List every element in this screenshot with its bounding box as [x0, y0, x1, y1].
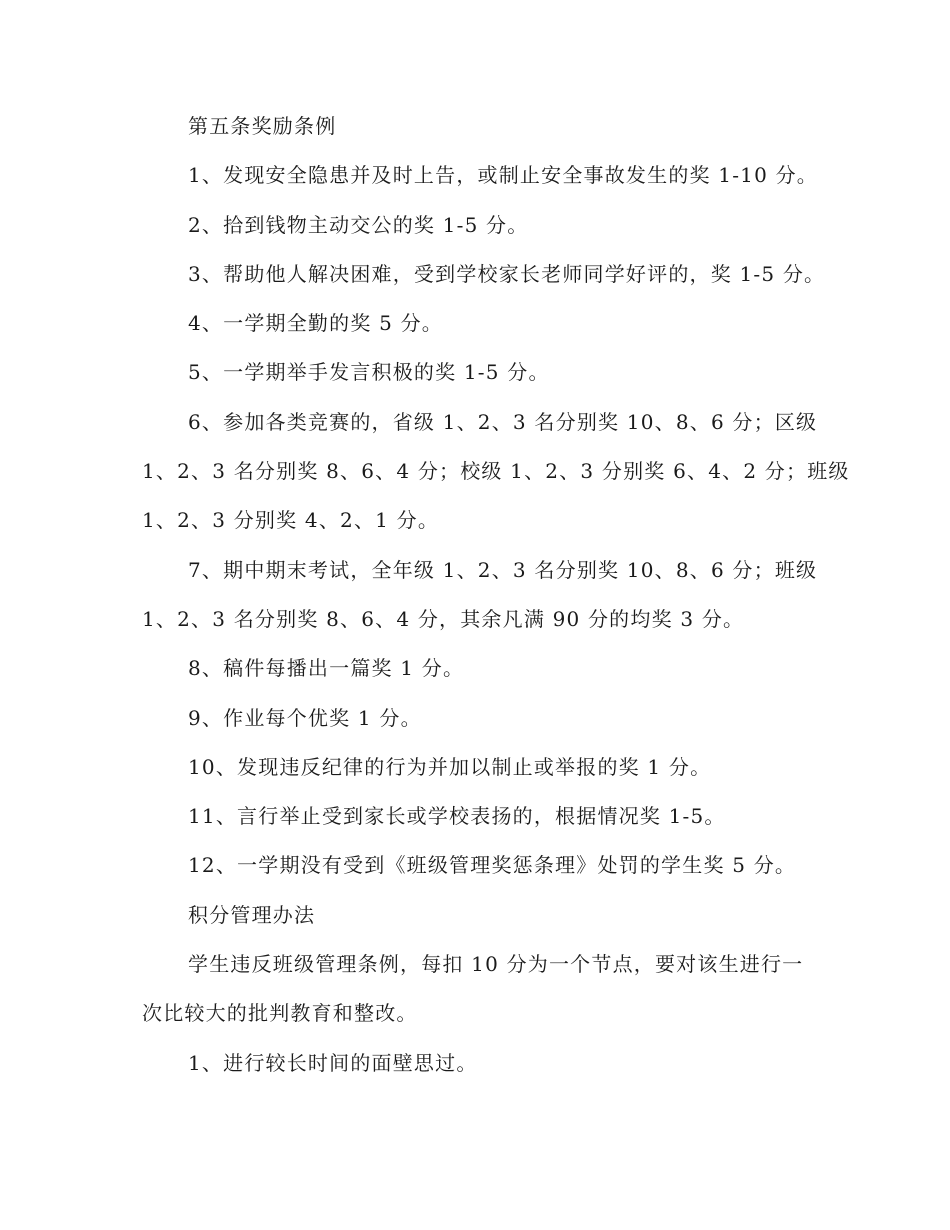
document-body — [142, 102, 850, 1088]
paragraph-line: 1、进行较长时间的面壁思过。 — [188, 1050, 478, 1075]
paragraph-line: 1、2、3 分别奖 4、2、1 分。 — [142, 508, 440, 533]
paragraph-line: 1、发现安全隐患并及时上告，或制止安全事故发生的奖 1-10 分。 — [188, 163, 818, 188]
paragraph-line: 1、2、3 名分别奖 8、6、4 分，其余凡满 90 分的均奖 3 分。 — [142, 606, 745, 631]
paragraph-line: 3、帮助他人解决困难，受到学校家长老师同学好评的，奖 1-5 分。 — [188, 261, 826, 286]
paragraph-line: 8、稿件每播出一篇奖 1 分。 — [188, 656, 465, 681]
paragraph-line: 11、言行举止受到家长或学校表扬的，根据情况奖 1-5。 — [188, 804, 726, 829]
paragraph-line: 9、作业每个优奖 1 分。 — [188, 705, 422, 730]
section-heading-rewards: 第五条奖励条例 — [188, 114, 337, 138]
paragraph-line: 6、参加各类竞赛的，省级 1、2、3 名分别奖 10、8、6 分；区级 — [188, 409, 818, 434]
section-heading-points: 积分管理办法 — [188, 902, 316, 927]
paragraph-line: 1、2、3 名分别奖 8、6、4 分；校级 1、2、3 分别奖 6、4、2 分；班级 — [142, 459, 850, 484]
paragraph-line: 12、一学期没有受到《班级管理奖惩条理》处罚的学生奖 5 分。 — [188, 853, 797, 878]
paragraph-line: 4、一学期全勤的奖 5 分。 — [188, 311, 443, 336]
paragraph-line: 7、期中期末考试，全年级 1、2、3 名分别奖 10、8、6 分；班级 — [188, 557, 818, 582]
paragraph-line: 2、拾到钱物主动交公的奖 1-5 分。 — [188, 212, 529, 237]
paragraph-line: 次比较大的批判教育和整改。 — [142, 1001, 418, 1026]
paragraph-line: 5、一学期举手发言积极的奖 1-5 分。 — [188, 360, 550, 385]
paragraph-line: 10、发现违反纪律的行为并加以制止或举报的奖 1 分。 — [188, 754, 712, 779]
paragraph-line: 学生违反班级管理条例，每扣 10 分为一个节点，要对该生进行一 — [188, 952, 804, 977]
